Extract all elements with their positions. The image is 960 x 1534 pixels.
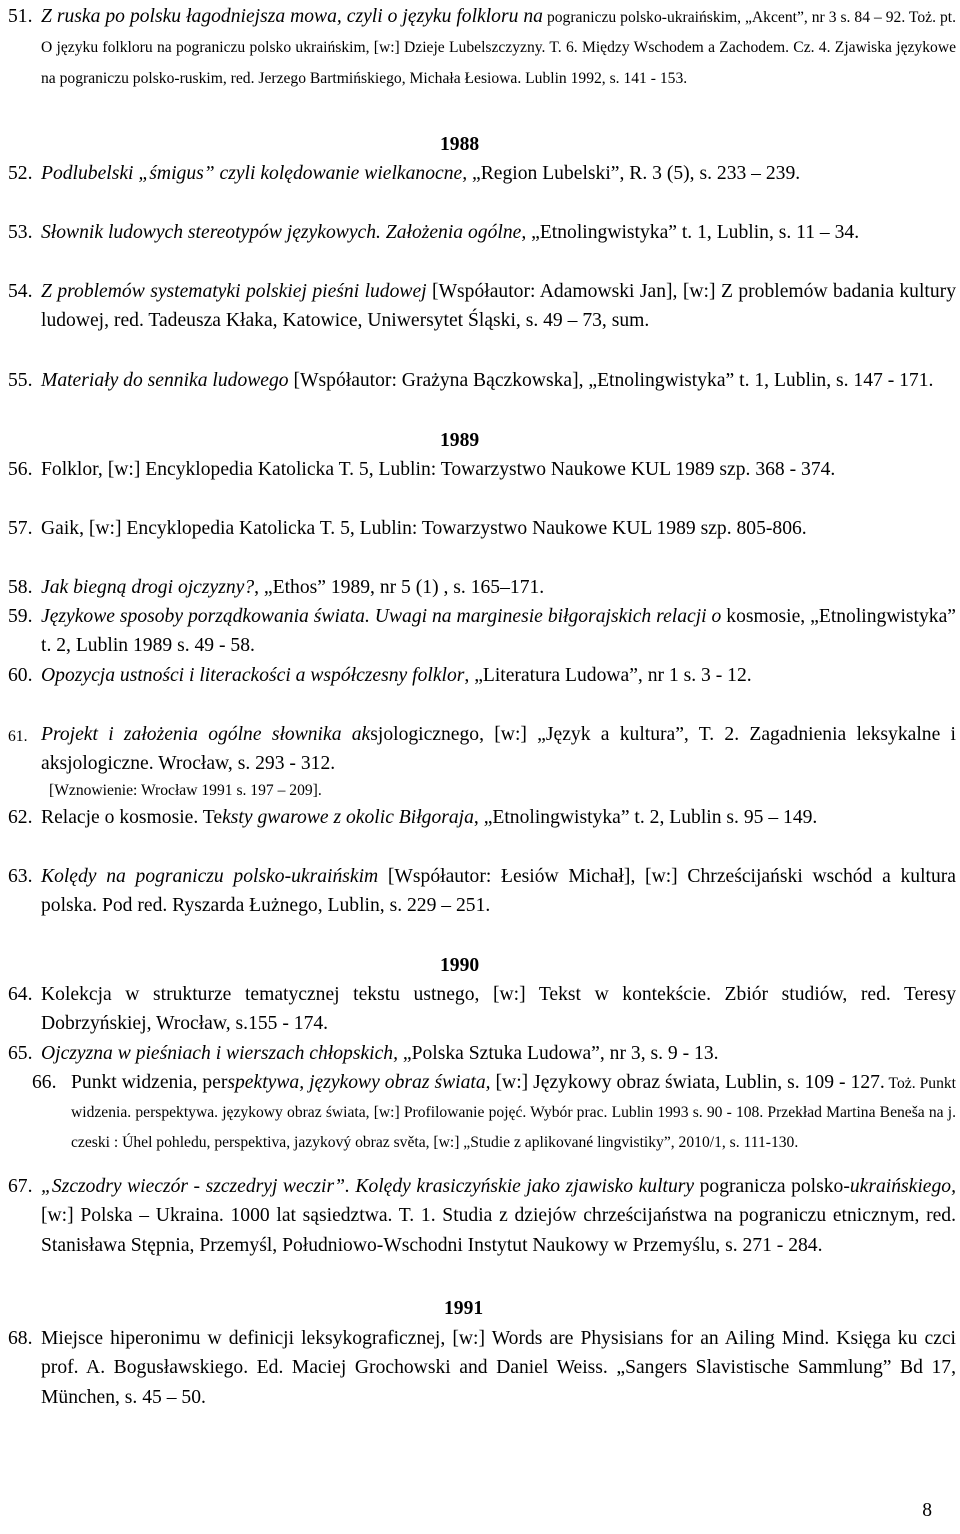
entry-details: , „Ethos” 1989, nr 5 (1) , s. 165–171. xyxy=(254,577,545,598)
bibliography-entry-64 xyxy=(8,980,956,1039)
bibliography-entry-67 xyxy=(8,1172,956,1260)
bibliography-entry-56 xyxy=(8,455,956,484)
entry-details: kosmosie, „Etnolingwistyka” t. 2, Lublin 1989 s. 49 - 58. xyxy=(41,606,956,657)
bibliography-entry-66 xyxy=(32,1068,956,1156)
entry-title: Słownik ludowych stereotypów językowych. Założenia ogólne, xyxy=(41,222,527,243)
entry-number: 56. xyxy=(8,459,33,480)
bibliography-entry-51 xyxy=(8,2,956,93)
entry-details: sjologicznego, [w:] „Język a kultura”, T. 2. Zagadnienia leksykalne i aksjologiczne. Wrocław, s. 293 - 312. xyxy=(41,724,956,775)
entry-title: Z problemów systematyki polskiej pieśni ludowej xyxy=(41,281,427,302)
entry-title: Kolędy na pograniczu polsko-ukraińskim xyxy=(41,866,379,887)
entry-title: Podlubelski „śmigus” czyli kolędowanie wielkanocne, xyxy=(41,163,468,184)
entry-number: 51. xyxy=(8,6,33,27)
entry-number: 59. xyxy=(8,606,33,627)
entry-title: Projekt i założenia ogólne słownika ak xyxy=(41,724,371,745)
entry-details: „Etnolingwistyka” t. 1, Lublin, s. 11 – 34. xyxy=(526,222,860,243)
entry-reprint-note: [Wznowienie: Wrocław 1991 s. 197 – 209]. xyxy=(49,781,322,799)
entry-details: „Region Lubelski”, R. 3 (5), s. 233 – 239. xyxy=(467,163,801,184)
entry-details: pograniczu polsko-ukraińskim, „Akcent”, nr 3 s. 84 – 92. Toż. pt. O języku folkloru na pograniczu polsko ukraińskim, [w:] Dzieje Lubelszczyzny. T. 6. Między Wschodem a Zachodem. Cz. 4. Zjawiska językowe na pograniczu polsko-ruskim, red. Jerzego Bartmińskiego, Michała Łesiowa. Lublin 1992, s. 141 - 153. xyxy=(41,9,956,87)
entry-reprint-note: Toż. Punkt widzenia. perspektywa. językowy obraz świata, [w:] Profilowanie pojęć. Wybór prac. Lublin 1993 s. 90 - 108. Przekład Martina Beneša na j. czeski : Úhel pohledu, perspektiva, jazykový obraz světa, [w:] „Studie z aplikované lingvistiky”, 2010/1, s. 111-130. xyxy=(71,1075,957,1151)
entry-title-plain: Punkt widzenia, per xyxy=(71,1072,228,1093)
entry-number: 57. xyxy=(8,518,33,539)
entry-text: Kolekcja w strukturze tematycznej tekstu ustnego, [w:] Tekst w kontekście. Zbiór studiów, red. Teresy Dobrzyńskiej, Wrocław, s.155 - 174. xyxy=(41,984,956,1035)
entry-details: , „Etnolingwistyka” t. 2, Lublin s. 95 – 149. xyxy=(473,807,818,828)
bibliography-entry-63 xyxy=(8,862,956,921)
page-number: 8 xyxy=(922,1500,932,1521)
year-heading-1988: 1988 xyxy=(440,134,480,155)
entry-details: [Współautor: Adamowski Jan], [w:] Z problemów badania kultury ludowej, red. Tadeusza Kłaka, Katowice, Uniwersytet Śląski, s. 49 – 73, sum. xyxy=(41,281,956,332)
bibliography-entry-55 xyxy=(8,366,956,395)
entry-number: 58. xyxy=(8,577,33,598)
entry-details: [Współautor: Grażyna Bączkowska], „Etnolingwistyka” t. 1, Lublin, s. 147 - 171. xyxy=(288,370,934,391)
entry-number: 64. xyxy=(8,984,33,1005)
entry-details-b: [w:] Polska – Ukraina. 1000 lat sąsiedztwa. T. 1. Studia z dziejów chrześcijaństwa na pograniczu etnicznym, red. Stanisława Stępnia, Przemyśl, Południowo-Wschodni Instytut Naukowy w Przemyślu, s. 271 - 284. xyxy=(41,1205,956,1256)
entry-number: 54. xyxy=(8,281,33,302)
year-heading-1989: 1989 xyxy=(440,430,480,451)
year-heading-1990: 1990 xyxy=(440,955,480,976)
entry-title: „Szczodry wieczór - szczedryj weczir”. Kolędy krasiczyńskie jako zjawisko kultury xyxy=(41,1176,695,1197)
bibliography-entry-60 xyxy=(8,661,956,690)
bibliography-entry-57 xyxy=(8,514,956,543)
bibliography-entry-59 xyxy=(8,602,956,661)
entry-text: Folklor, [w:] Encyklopedia Katolicka T. 5, Lublin: Towarzystwo Naukowe KUL 1989 szp. 368 - 374. xyxy=(41,459,836,480)
entry-number: 53. xyxy=(8,222,33,243)
entry-number: 63. xyxy=(8,866,33,887)
bibliography-entry-68 xyxy=(8,1324,956,1412)
entry-title-italic: spektywa, językowy obraz świata, xyxy=(227,1072,491,1093)
bibliography-entry-58 xyxy=(8,573,956,602)
entry-number: 60. xyxy=(8,665,33,686)
bibliography-entry-62 xyxy=(8,803,956,832)
entry-details-italic: ukraińskiego, xyxy=(849,1176,956,1197)
entry-title-plain: Relacje o kosmosie. Te xyxy=(41,807,223,828)
entry-title-italic: ksty gwarowe z okolic Biłgoraja xyxy=(222,807,474,828)
entry-title: Jak biegną drogi ojczyzny? xyxy=(41,577,255,598)
entry-text: Miejsce hiperonimu w definicji leksykograficznej, [w:] Words are Physisians for an Ailing Mind. Księga ku czci prof. A. Bogusławskiego. Ed. Maciej Grochowski and Daniel Weiss. „Sangers Slavistische Sammlung” Bd 17, München, s. 45 – 50. xyxy=(41,1328,956,1408)
entry-number: 61. xyxy=(8,728,28,745)
entry-text: Gaik, [w:] Encyklopedia Katolicka T. 5, Lublin: Towarzystwo Naukowe KUL 1989 szp. 805-806. xyxy=(41,518,807,539)
entry-number: 68. xyxy=(8,1328,33,1349)
entry-details: [Współautor: Łesiów Michał], [w:] Chrześcijański wschód a kultura polska. Pod red. Ryszarda Łużnego, Lublin, s. 229 – 251. xyxy=(41,866,956,917)
entry-title: Materiały do sennika ludowego xyxy=(41,370,289,391)
entry-number: 66. xyxy=(32,1072,57,1093)
entry-details: , „Literatura Ludowa”, nr 1 s. 3 - 12. xyxy=(464,665,752,686)
entry-details: „Polska Sztuka Ludowa”, nr 3, s. 9 - 13. xyxy=(398,1043,719,1064)
entry-title: Ojczyzna w pieśniach i wierszach chłopskich, xyxy=(41,1043,398,1064)
bibliography-entry-52 xyxy=(8,159,956,188)
year-heading-1991: 1991 xyxy=(444,1298,484,1319)
entry-number: 65. xyxy=(8,1043,33,1064)
entry-details: [w:] Językowy obraz świata, Lublin, s. 109 - 127. xyxy=(490,1072,885,1093)
entry-number: 62. xyxy=(8,807,33,828)
entry-number: 55. xyxy=(8,370,33,391)
bibliography-entry-65 xyxy=(8,1039,956,1068)
bibliography-entry-54 xyxy=(8,277,956,336)
entry-title: Opozycja ustności i literackości a współczesny folklor xyxy=(41,665,465,686)
bibliography-entry-61 xyxy=(8,720,956,803)
entry-title: Z ruska po polsku łagodniejsza mowa, czyli o języku folkloru na xyxy=(41,6,543,27)
entry-details-a: pogranicza polsko- xyxy=(694,1176,850,1197)
bibliography-entry-53 xyxy=(8,218,956,247)
entry-number: 52. xyxy=(8,163,33,184)
entry-number: 67. xyxy=(8,1176,33,1197)
entry-title: Językowe sposoby porządkowania świata. Uwagi na marginesie biłgorajskich relacji o xyxy=(41,606,722,627)
